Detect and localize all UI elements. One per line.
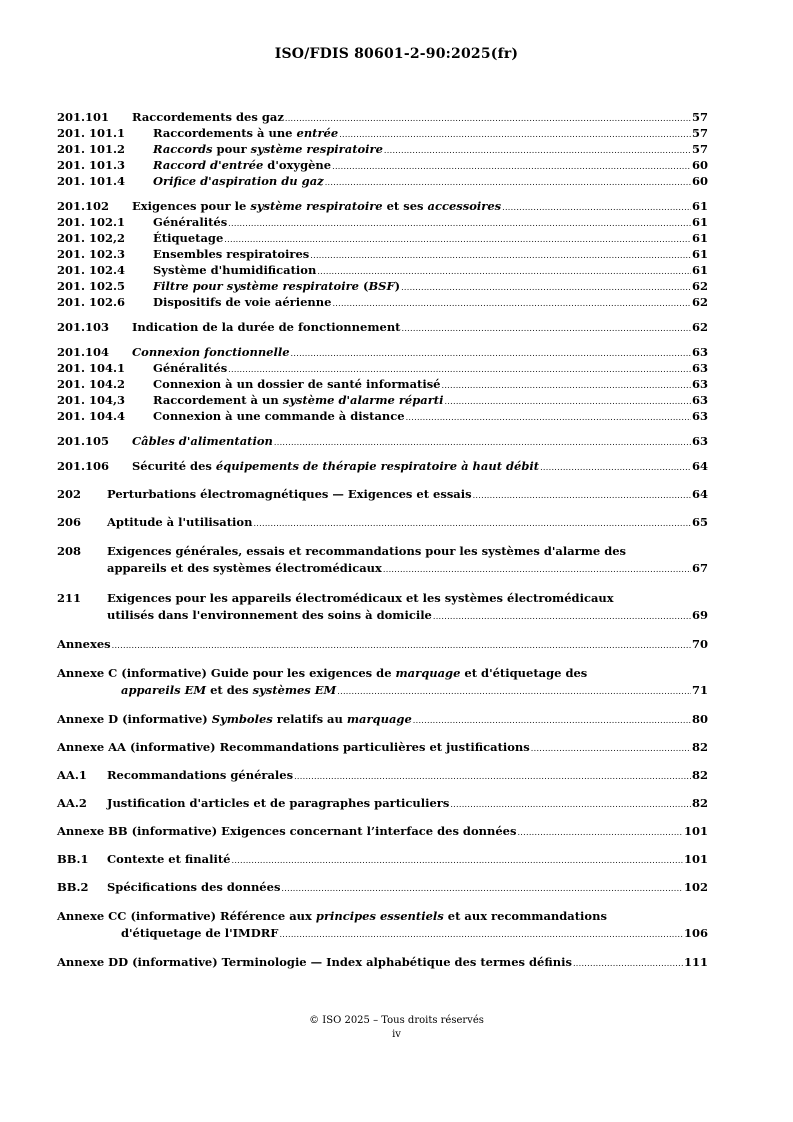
dot-leader (406, 411, 691, 425)
dot-leader (402, 322, 691, 336)
dot-leader (339, 128, 691, 142)
toc-entry-201-104-3[interactable]: 201. 104,3 Raccordement à un système d'alarme réparti ..... 63 (57, 393, 708, 409)
toc-entry-bb-2[interactable]: BB.2 Spécifications des données ..... 102 (57, 880, 708, 896)
dot-leader (433, 608, 691, 625)
dot-leader (473, 489, 691, 503)
toc-entry-201-102-4[interactable]: 201. 102.4 Système d'humidification ..... 61 (57, 263, 708, 279)
toc-entry-201-105[interactable]: 201.105 Câbles d'alimentation ..... 63 (57, 434, 708, 450)
toc-entry-201-101-2[interactable]: 201. 101.2 Raccords pour système respiratoire ..... 57 (57, 142, 708, 158)
dot-leader (383, 561, 691, 578)
toc-entry-201-102-3[interactable]: 201. 102.3 Ensembles respiratoires ..... 61 (57, 247, 708, 263)
toc-entry-201-104-4[interactable]: 201. 104.4 Connexion à une commande à distance ..... 63 (57, 409, 708, 425)
toc-entry-206[interactable]: 206 Aptitude à l'utilisation ..... 65 (57, 515, 708, 531)
toc-entry-201-102-6[interactable]: 201. 102.6 Dispositifs de voie aérienne ..... 62 (57, 295, 708, 311)
page-footer (0, 1014, 793, 1042)
toc-entry-annexes[interactable]: Annexes ..... 70 (57, 637, 708, 653)
toc-entry-201-102-2[interactable]: 201. 102,2 Étiquetage ..... 61 (57, 231, 708, 247)
toc-entry-annex-dd[interactable]: Annexe DD (informative) Terminologie — Index alphabétique des termes définis ..... 111 (57, 955, 708, 971)
dot-leader (281, 882, 683, 896)
dot-leader (540, 461, 691, 475)
toc-entry-211[interactable]: 211 Exigences pour les appareils électromédicaux et les systèmes électromédicaux utilisés dans l'environnement des soins à domicile ..... 69 (57, 590, 708, 625)
dot-leader (450, 798, 691, 812)
dot-leader (517, 826, 683, 840)
dot-leader (401, 281, 691, 295)
toc-entry-201-103[interactable]: 201.103 Indication de la durée de fonctionnement ..... 62 (57, 320, 708, 336)
toc-entry-annex-d[interactable]: Annexe D (informative) Symboles relatifs au marquage ..... 80 (57, 712, 708, 728)
dot-leader (325, 176, 691, 190)
dot-leader (228, 363, 691, 377)
page-number: iv (392, 1029, 401, 1040)
dot-leader (285, 112, 691, 126)
dot-leader (253, 517, 691, 531)
toc-entry-208[interactable]: 208 Exigences générales, essais et recommandations pour les systèmes d'alarme des appareils et des systèmes électromédicaux ..... 67 (57, 543, 708, 578)
toc-entry-201-102-5[interactable]: 201. 102.5 Filtre pour système respiratoire (BSF) ..... 62 (57, 279, 708, 295)
toc-entry-201-102[interactable]: 201.102 Exigences pour le système respiratoire et ses accessoires ..... 61 (57, 199, 708, 215)
dot-leader (317, 265, 691, 279)
toc-entry-201-101[interactable]: 201.101 Raccordements des gaz ..... 57 (57, 110, 708, 126)
dot-leader (531, 742, 691, 756)
toc-entry-201-101-3[interactable]: 201. 101.3 Raccord d'entrée d'oxygène ..... 60 (57, 158, 708, 174)
table-of-contents (57, 110, 708, 971)
dot-leader (274, 436, 691, 450)
dot-leader (231, 854, 683, 868)
copyright-notice: © ISO 2025 – Tous droits réservés (309, 1015, 484, 1026)
toc-entry-aa-2[interactable]: AA.2 Justification d'articles et de paragraphes particuliers ..... 82 (57, 796, 708, 812)
toc-entry-201-101-1[interactable]: 201. 101.1 Raccordements à une entrée ..... 57 (57, 126, 708, 142)
toc-entry-201-104-2[interactable]: 201. 104.2 Connexion à un dossier de santé informatisé ..... 63 (57, 377, 708, 393)
document-header: ISO/FDIS 80601-2-90:2025(fr) (274, 46, 519, 62)
dot-leader (384, 144, 691, 158)
dot-leader (291, 347, 691, 361)
dot-leader (294, 770, 691, 784)
dot-leader (444, 395, 691, 409)
dot-leader (573, 957, 683, 971)
dot-leader (413, 714, 691, 728)
toc-entry-aa-1[interactable]: AA.1 Recommandations générales ..... 82 (57, 768, 708, 784)
dot-leader (228, 217, 691, 231)
toc-entry-201-102-1[interactable]: 201. 102.1 Généralités ..... 61 (57, 215, 708, 231)
toc-entry-annex-c[interactable]: Annexe C (informative) Guide pour les exigences de marquage et d'étiquetage des appareils EM et des systèmes EM ..... 71 (57, 665, 708, 700)
toc-entry-201-101-4[interactable]: 201. 101.4 Orifice d'aspiration du gaz ..... 60 (57, 174, 708, 190)
toc-entry-202[interactable]: 202 Perturbations électromagnétiques — Exigences et essais ..... 64 (57, 487, 708, 503)
toc-entry-201-104[interactable]: 201.104 Connexion fonctionnelle ..... 63 (57, 345, 708, 361)
dot-leader (112, 639, 691, 653)
toc-entry-bb-1[interactable]: BB.1 Contexte et finalité ..... 101 (57, 852, 708, 868)
toc-entry-201-106[interactable]: 201.106 Sécurité des équipements de thérapie respiratoire à haut débit ..... 64 (57, 459, 708, 475)
dot-leader (337, 683, 691, 700)
dot-leader (332, 297, 691, 311)
dot-leader (310, 249, 691, 263)
dot-leader (279, 926, 683, 943)
dot-leader (442, 379, 691, 393)
toc-entry-201-104-1[interactable]: 201. 104.1 Généralités ..... 63 (57, 361, 708, 377)
toc-entry-annex-aa[interactable]: Annexe AA (informative) Recommandations particulières et justifications ..... 82 (57, 740, 708, 756)
dot-leader (332, 160, 691, 174)
toc-entry-annex-cc[interactable]: Annexe CC (informative) Référence aux principes essentiels et aux recommandations d'étiquetage de l'IMDRF ..... 106 (57, 908, 708, 943)
dot-leader (224, 233, 691, 247)
toc-entry-annex-bb[interactable]: Annexe BB (informative) Exigences concernant l’interface des données ..... 101 (57, 824, 708, 840)
dot-leader (502, 201, 691, 215)
